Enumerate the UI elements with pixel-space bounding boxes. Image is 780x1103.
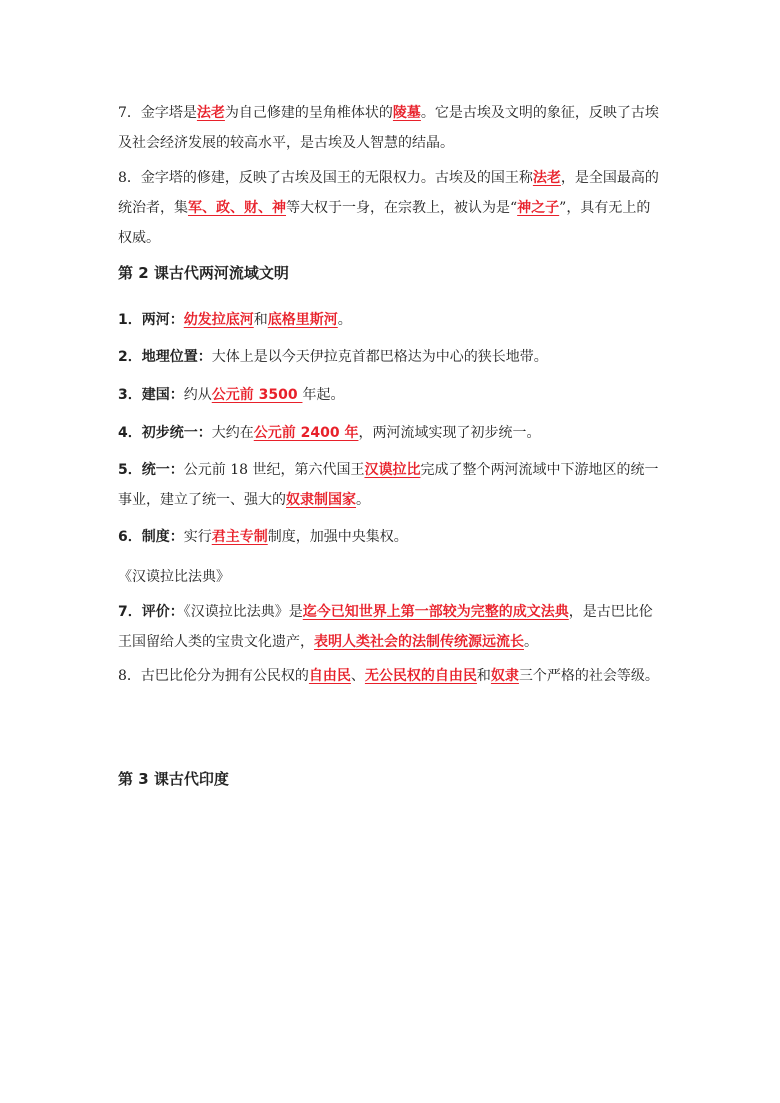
text: 等大权于一身，在宗教上，被认为是“	[286, 200, 518, 216]
text: 公元前 18 世纪，第六代国王	[183, 462, 365, 478]
text: 完成了整个两河流域中下游地区的统一事业，建立了统一、强大的	[118, 462, 659, 508]
text: 8．古巴比伦分为拥有公民权的	[118, 668, 309, 684]
heading-lesson-2: 第 2 课古代两河流域文明	[118, 264, 289, 282]
keyword: 神之子	[517, 200, 560, 216]
text: 为自己修建的呈角椎体状的	[224, 105, 393, 121]
item-label: 7．评价：	[118, 604, 184, 620]
keyword: 底格里斯河	[267, 312, 338, 328]
item-4	[118, 418, 664, 448]
text: ，是全国最高的统治者，集	[118, 170, 659, 216]
item-label: 6．制度：	[118, 529, 184, 545]
keyword: 奴隶制国家	[286, 492, 356, 508]
keyword: 自由民	[308, 668, 351, 684]
paragraph-pyramid-7	[118, 98, 664, 158]
item-8	[118, 661, 664, 691]
paragraph-pyramid-8	[118, 163, 664, 253]
keyword: 汉谟拉比	[364, 462, 421, 478]
keyword: 公元前 3500	[211, 387, 303, 403]
text: 和	[253, 312, 268, 328]
item-1	[118, 305, 664, 335]
subheading-code: 《汉谟拉比法典》	[118, 569, 230, 585]
keyword: 法老	[532, 170, 561, 186]
text: 三个严格的社会等级。	[518, 668, 659, 684]
keyword: 无公民权的自由民	[364, 668, 477, 684]
keyword: 军、政、财、神	[188, 200, 286, 216]
text: 大约在	[211, 425, 254, 441]
text: 约从	[183, 387, 212, 403]
item-label: 3．建国：	[118, 387, 184, 403]
text: 实行	[183, 529, 212, 545]
keyword: 表明人类社会的法制传统源远流长	[314, 634, 524, 650]
item-label: 4．初步统一：	[118, 425, 212, 441]
keyword: 迄今已知世界上第一部较为完整的成文法典	[302, 604, 569, 620]
item-6	[118, 522, 664, 552]
keyword: 公元前 2400 年	[253, 425, 359, 441]
item-label: 1．两河：	[118, 312, 184, 328]
text: ，两河流域实现了初步统一。	[358, 425, 541, 441]
item-7	[118, 597, 664, 657]
text: 《汉谟拉比法典》是	[183, 604, 303, 620]
text: 。	[524, 634, 538, 650]
text: ，是古巴比伦王国留给人类的宝贵文化遗产，	[118, 604, 653, 650]
text: 和	[476, 668, 491, 684]
keyword: 法老	[196, 105, 225, 121]
item-5	[118, 455, 664, 515]
text: ”，具有无上的权威。	[118, 200, 651, 246]
text: 。	[356, 492, 370, 508]
text: 制度，加强中央集权。	[267, 529, 408, 545]
item-3	[118, 380, 664, 410]
text: 大体上是以今天伊拉克首都巴格达为中心的狭长地带。	[211, 349, 548, 365]
keyword: 陵墓	[392, 105, 421, 121]
text: 年起。	[302, 387, 345, 403]
text: 、	[350, 668, 365, 684]
text: 7．金字塔是	[118, 105, 197, 121]
item-label: 5．统一：	[118, 462, 184, 478]
keyword: 君主专制	[211, 529, 268, 545]
text: 8．金字塔的修建，反映了古埃及国王的无限权力。古埃及的国王称	[118, 170, 533, 186]
item-2	[118, 342, 664, 372]
heading-lesson-3: 第 3 课古代印度	[118, 770, 229, 788]
text: 。	[337, 312, 352, 328]
item-label: 2．地理位置：	[118, 349, 212, 365]
keyword: 奴隶	[490, 668, 519, 684]
keyword: 幼发拉底河	[183, 312, 254, 328]
text: 。它是古埃及文明的象征，反映了古埃及社会经济发展的较高水平，是古埃及人智慧的结晶。	[118, 105, 659, 151]
